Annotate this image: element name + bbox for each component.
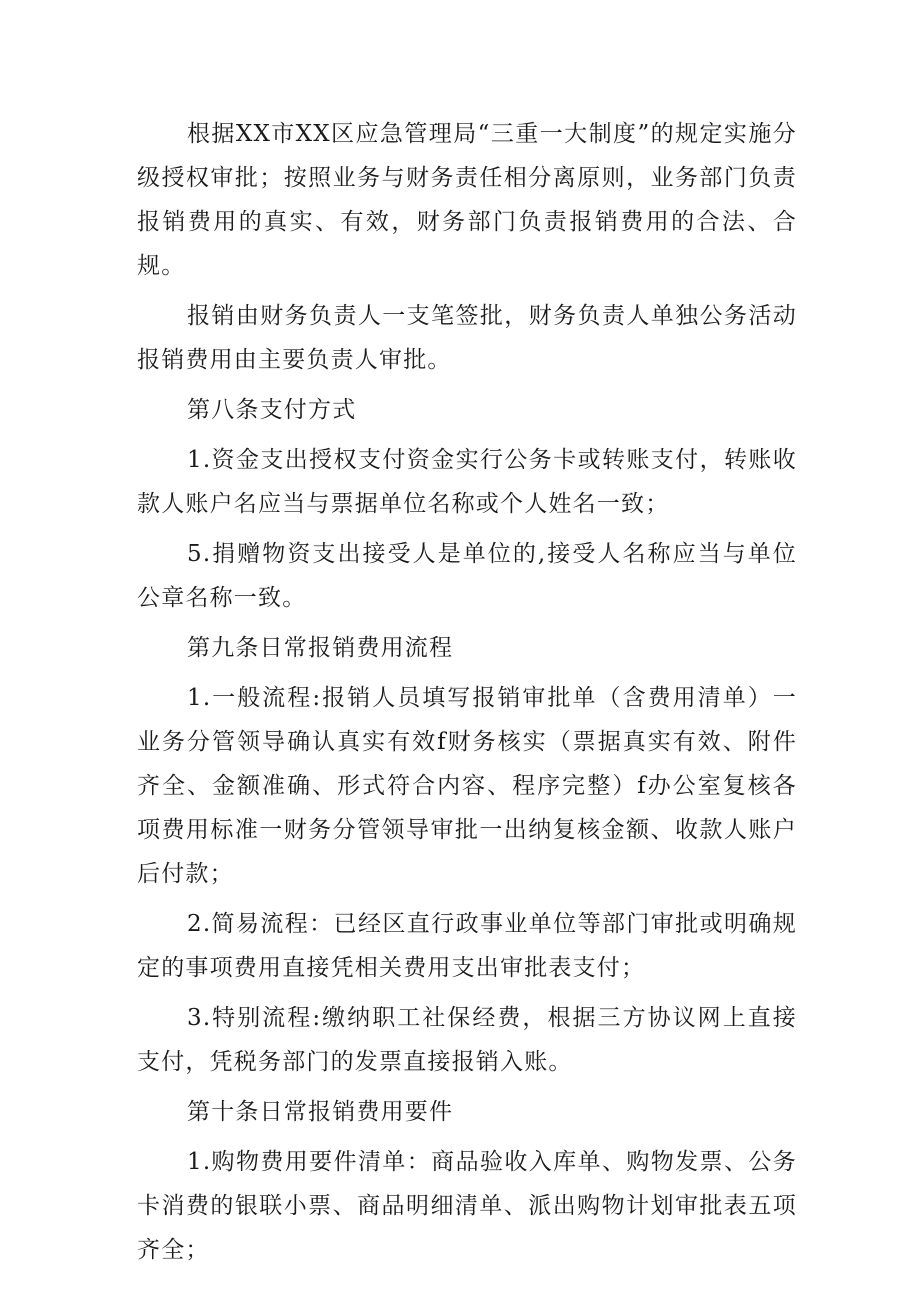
list-item-requirements-1: 1.购物费用要件清单：商品验收入库单、购物发票、公务卡消费的银联小票、商品明细清单、派出购物计划审批表五项齐全； xyxy=(137,1149,797,1263)
list-item-process-1: 1.一般流程:报销人员填写报销审批单（含费用清单）一业务分管领导确认真实有效f财务核实（票据真实有效、附件齐全、金额准确、形式符合内容、程序完整）f办公室复核各项费用标准一财务分管领导审批一出纳复核金额、收款人账户后付款； xyxy=(137,685,797,887)
list-item-process-2: 2.简易流程：已经区直行政事业单位等部门审批或明确规定的事项费用直接凭相关费用支出审批表支付； xyxy=(137,911,797,981)
list-item-payment-1: 1.资金支出授权支付资金实行公务卡或转账支付，转账收款人账户名应当与票据单位名称或个人姓名一致； xyxy=(137,447,797,517)
section-heading-article-8: 第八条支付方式 xyxy=(187,397,357,423)
paragraph-sign-off: 报销由财务负责人一支笔签批，财务负责人单独公务活动报销费用由主要负责人审批。 xyxy=(137,303,797,373)
section-heading-article-10: 第十条日常报销费用要件 xyxy=(187,1099,454,1125)
list-item-payment-5: 5.捐赠物资支出接受人是单位的,接受人名称应当与单位公章名称一致。 xyxy=(137,541,797,611)
document-body xyxy=(137,112,797,1272)
paragraph-authorization: 根据XX市XX区应急管理局“三重一大制度”的规定实施分级授权审批；按照业务与财务责任相分离原则，业务部门负责报销费用的真实、有效，财务部门负责报销费用的合法、合规。 xyxy=(137,121,797,279)
list-item-process-3: 3.特别流程:缴纳职工社保经费，根据三方协议网上直接支付，凭税务部门的发票直接报销入账。 xyxy=(137,1005,797,1075)
section-heading-article-9: 第九条日常报销费用流程 xyxy=(187,635,454,661)
